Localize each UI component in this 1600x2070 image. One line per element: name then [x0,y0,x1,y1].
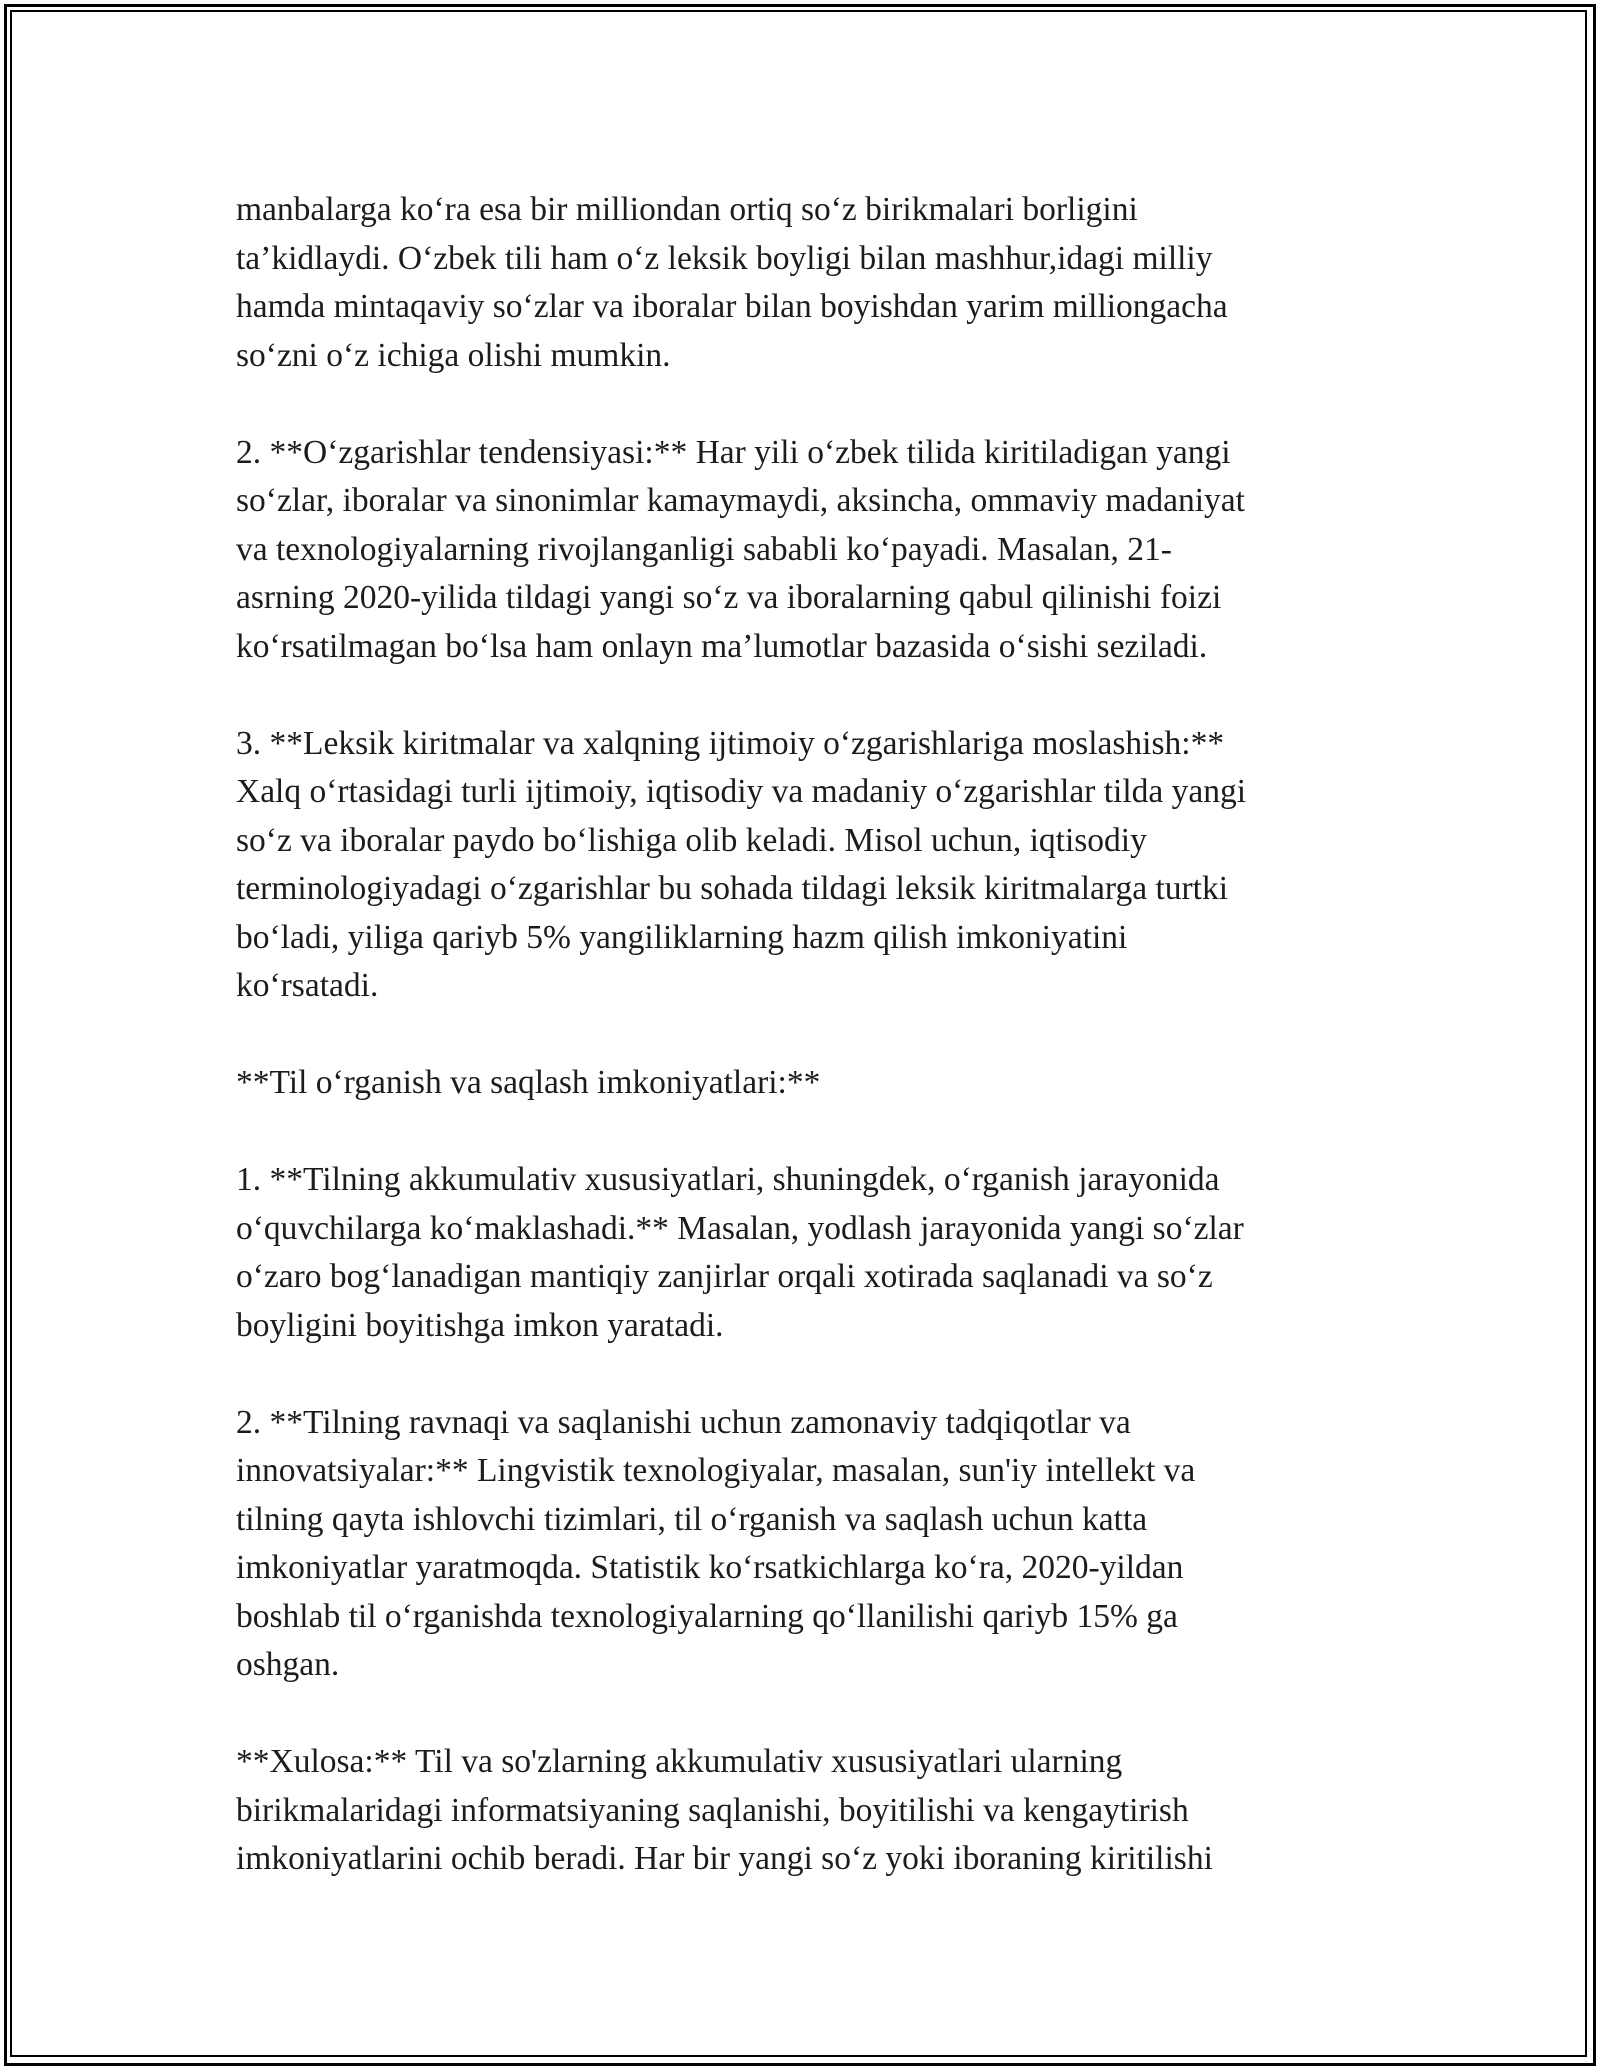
text-line: ko‘rsatadi. [236,967,379,1004]
text-line: asrning 2020-yilida tildagi yangi so‘z va iboralarning qabul qilinishi foizi [236,579,1222,616]
text-line: hamda mintaqaviy so‘zlar va iboralar bilan boyishdan yarim milliongacha [236,288,1228,325]
text-line: so‘zni o‘z ichiga olishi mumkin. [236,336,671,374]
text-line: boyligini boyitishga imkon yaratadi. [236,1306,724,1344]
text-line: imkoniyatlar yaratmoqda. Statistik ko‘rsatkichlarga ko‘ra, 2020-yildan [236,1549,1184,1586]
text-line: boshlab til o‘rganishda texnologiyalarning qo‘llanilishi qariyb 15% ga [236,1597,1178,1635]
text-line: **Xulosa:** Til va so'zlarning akkumulativ xususiyatlari ularning [236,1743,1123,1780]
paragraph-6 [236,1399,1366,1690]
text-line: imkoniyatlarini ochib beradi. Har bir yangi so‘z yoki iboraning kiritilishi [236,1840,1213,1877]
text-line: tilning qayta ishlovchi tizimlari, til o‘rganish va saqlash uchun katta [236,1500,1148,1538]
text-line: 2. **Tilning ravnaqi va saqlanishi uchun zamonaviy tadqiqotlar va [236,1403,1131,1441]
text-line: Xalq o‘rtasidagi turli ijtimoiy, iqtisodiy va madaniy o‘zgarishlar tilda yangi [236,773,1247,810]
paragraph-3 [236,720,1366,1011]
text-line: va texnologiyalarning rivojlanganligi sababli ko‘payadi. Masalan, 21- [236,530,1172,568]
paragraph-1 [236,186,1366,380]
text-line: 2. **O‘zgarishlar tendensiyasi:** Har yili o‘zbek tilida kiritiladigan yangi [236,433,1231,471]
text-line: so‘zlar, iboralar va sinonimlar kamaymaydi, aksincha, ommaviy madaniyat [236,482,1245,519]
text-line: **Til o‘rganish va saqlash imkoniyatlari:** [236,1064,821,1101]
document-body [236,186,1366,1884]
text-line: ta’kidlaydi. O‘zbek tili ham o‘z leksik boyligi bilan mashhur,idagi milliy [236,239,1213,277]
text-line: ko‘rsatilmagan bo‘lsa ham onlayn ma’lumotlar bazasida o‘sishi seziladi. [236,627,1208,665]
text-line: bo‘ladi, yiliga qariyb 5% yangiliklarning hazm qilish imkoniyatini [236,918,1128,956]
text-line: 3. **Leksik kiritmalar va xalqning ijtimoiy o‘zgarishlariga moslashish:** [236,724,1225,762]
text-line: oshgan. [236,1646,340,1683]
paragraph-conclusion [236,1738,1366,1884]
paragraph-5 [236,1156,1366,1350]
text-line: birikmalaridagi informatsiyaning saqlanishi, boyitilishi va kengaytirish [236,1791,1189,1829]
paragraph-2 [236,429,1366,672]
text-line: o‘quvchilarga ko‘maklashadi.** Masalan, yodlash jarayonida yangi so‘zlar [236,1209,1244,1247]
text-line: manbalarga ko‘ra esa bir milliondan ortiq so‘z birikmalari borligini [236,191,1138,228]
text-line: 1. **Tilning akkumulativ xususiyatlari, shuningdek, o‘rganish jarayonida [236,1161,1220,1198]
section-heading [236,1059,1366,1108]
text-line: terminologiyadagi o‘zgarishlar bu sohada tildagi leksik kiritmalarga turtki [236,870,1229,907]
text-line: o‘zaro bog‘lanadigan mantiqiy zanjirlar orqali xotirada saqlanadi va so‘z [236,1258,1213,1295]
text-line: so‘z va iboralar paydo bo‘lishiga olib keladi. Misol uchun, iqtisodiy [236,821,1147,859]
text-line: innovatsiyalar:** Lingvistik texnologiyalar, masalan, sun'iy intellekt va [236,1452,1196,1489]
